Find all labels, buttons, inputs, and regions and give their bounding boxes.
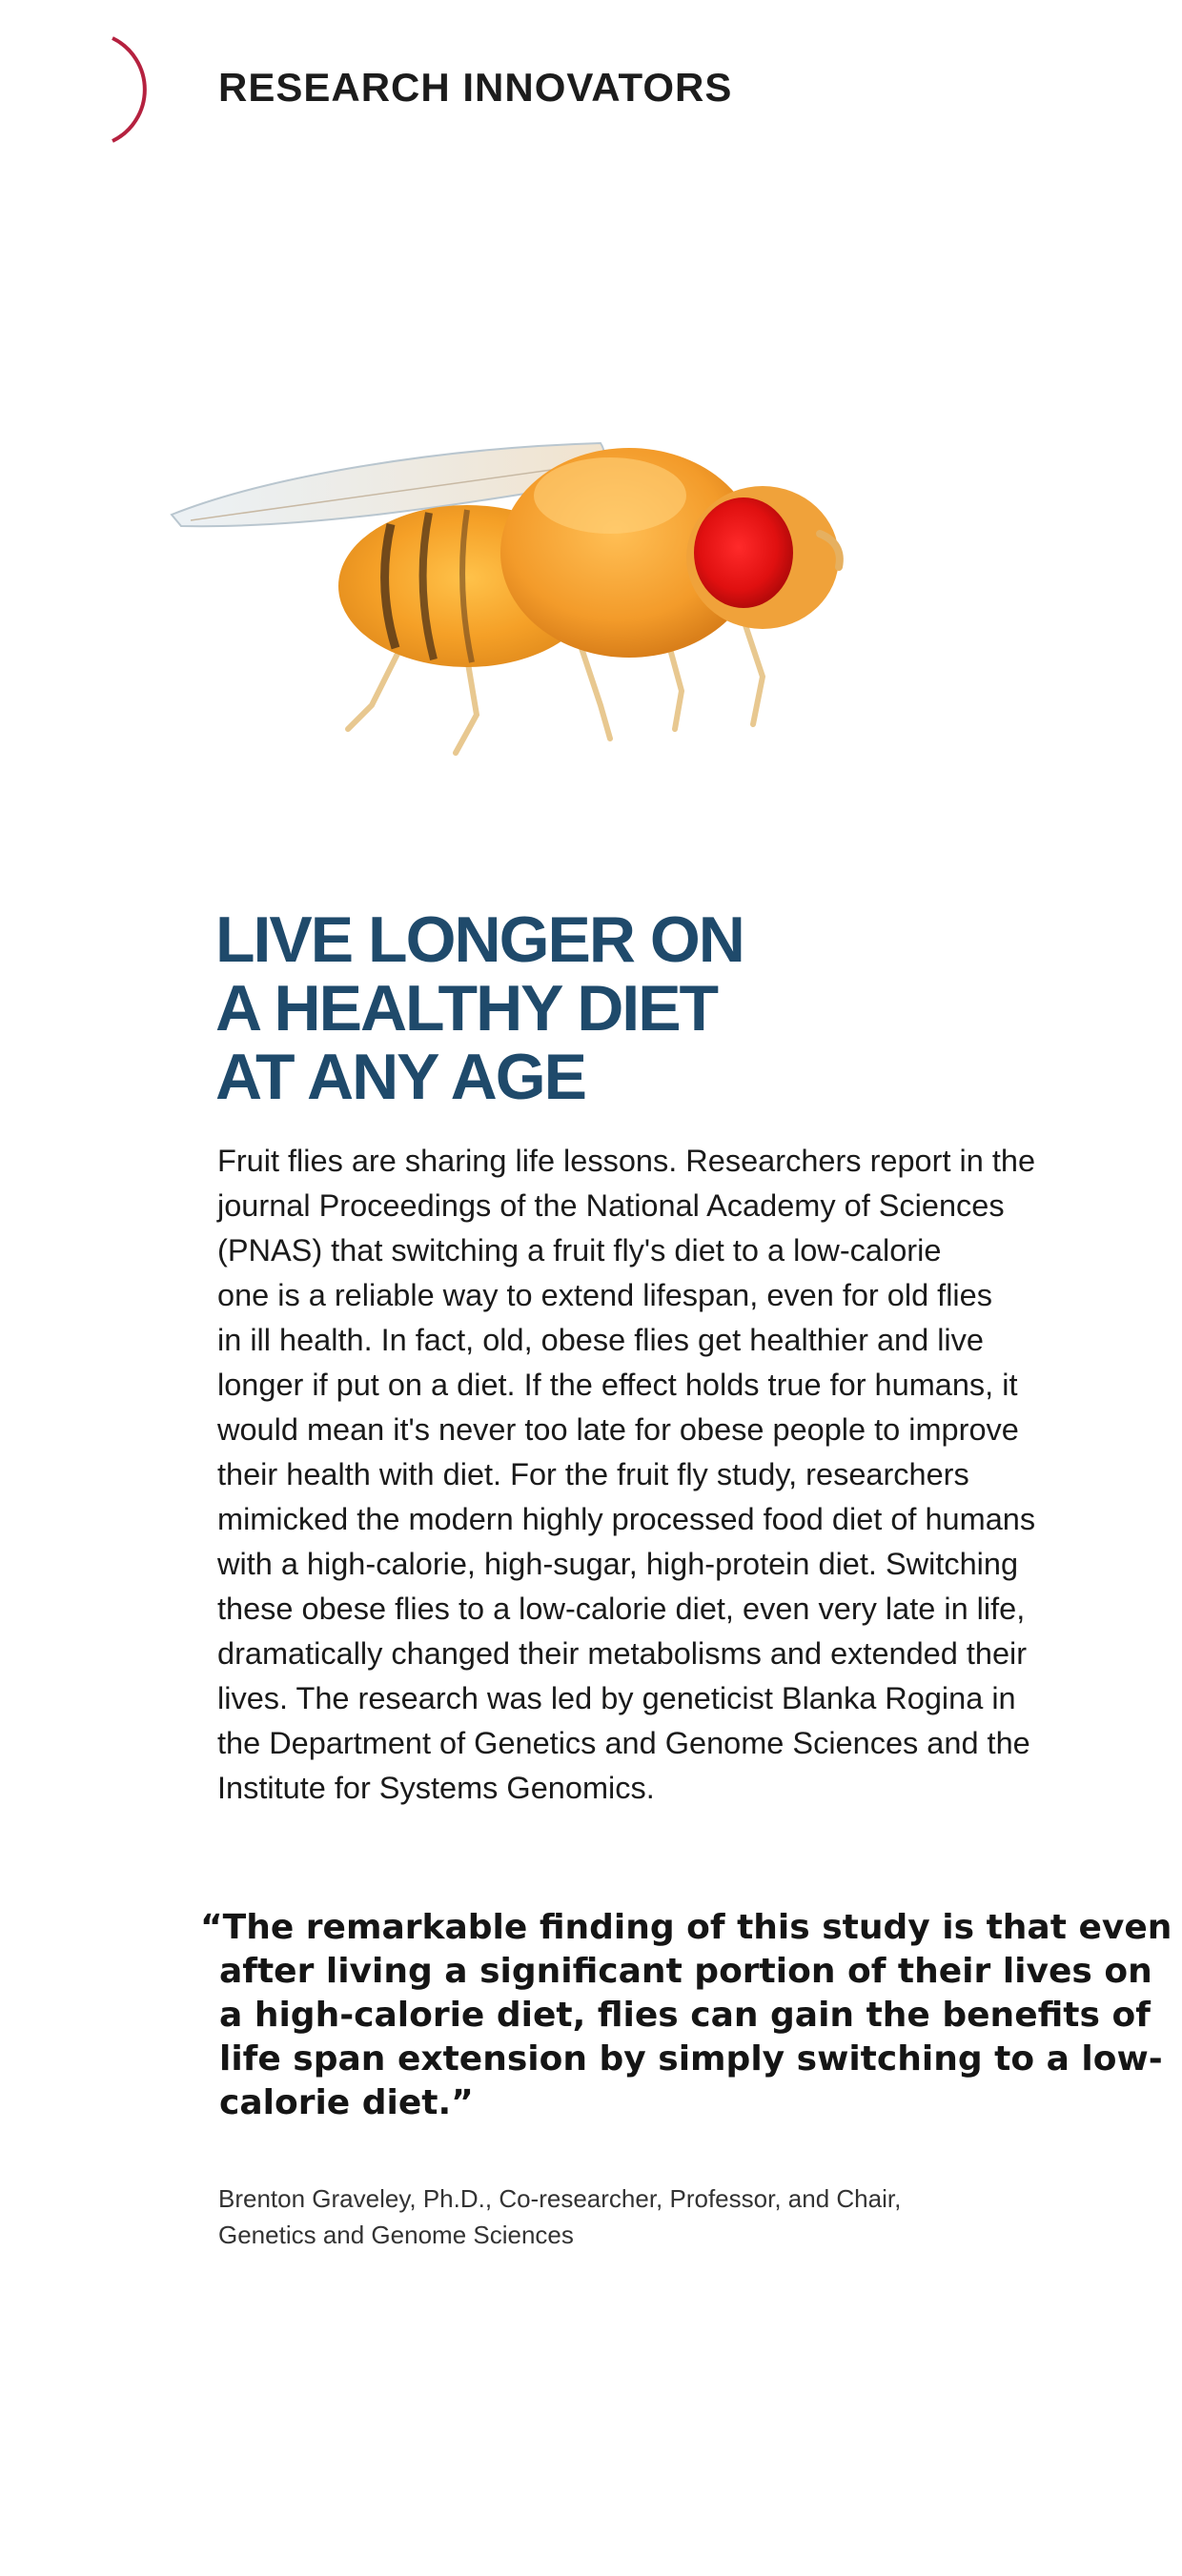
body-line: longer if put on a diet. If the effect holds true for humans, it — [217, 1368, 1018, 1402]
headline-line: LIVE LONGER ON — [215, 903, 744, 976]
body-line: (PNAS) that switching a fruit fly's diet to a low-calorie — [217, 1233, 942, 1268]
headline-line: A HEALTHY DIET — [215, 972, 718, 1045]
body-line: these obese flies to a low-calorie diet, even very late in life, — [217, 1592, 1026, 1626]
body-line: the Department of Genetics and Genome Sciences and the — [217, 1726, 1030, 1760]
attribution-line: Brenton Graveley, Ph.D., Co-researcher, Professor, and Chair, — [218, 2184, 902, 2213]
section-label: RESEARCH INNOVATORS — [218, 65, 733, 110]
quote-line: calorie diet.” — [219, 2083, 474, 2122]
quote-line: after living a significant portion of their lives on — [219, 1952, 1152, 1991]
quote-line: “The remarkable finding of this study is that even — [200, 1908, 1172, 1947]
body-line: one is a reliable way to extend lifespan, even for old flies — [217, 1278, 992, 1312]
section-arc-mark — [0, 29, 162, 152]
body-line: Institute for Systems Genomics. — [217, 1771, 655, 1805]
body-line: dramatically changed their metabolisms and extended their — [217, 1636, 1028, 1671]
attribution-line: Genetics and Genome Sciences — [218, 2221, 574, 2249]
body-line: journal Proceedings of the National Academy of Sciences — [217, 1188, 1005, 1223]
body-line: in ill health. In fact, old, obese flies get healthier and live — [217, 1323, 984, 1357]
body-line: would mean it's never too late for obese people to improve — [217, 1412, 1019, 1447]
body-line: with a high-calorie, high-sugar, high-protein diet. Switching — [217, 1547, 1019, 1581]
body-line: their health with diet. For the fruit fly study, researchers — [217, 1457, 969, 1491]
article-body — [217, 1139, 1123, 1811]
headline — [215, 905, 1073, 1111]
body-line: Fruit flies are sharing life lessons. Researchers report in the — [217, 1144, 1036, 1178]
pull-quote — [200, 1906, 1172, 2125]
quote-attribution — [218, 2180, 1076, 2253]
headline-line: AT ANY AGE — [215, 1041, 586, 1113]
body-line: lives. The research was led by geneticist Blanka Rogina in — [217, 1681, 1016, 1715]
fruit-fly-image — [153, 362, 991, 762]
body-line: mimicked the modern highly processed food diet of humans — [217, 1502, 1036, 1536]
quote-line: life span extension by simply switching to a low- — [219, 2039, 1163, 2079]
quote-line: a high-calorie diet, flies can gain the benefits of — [219, 1996, 1151, 2035]
